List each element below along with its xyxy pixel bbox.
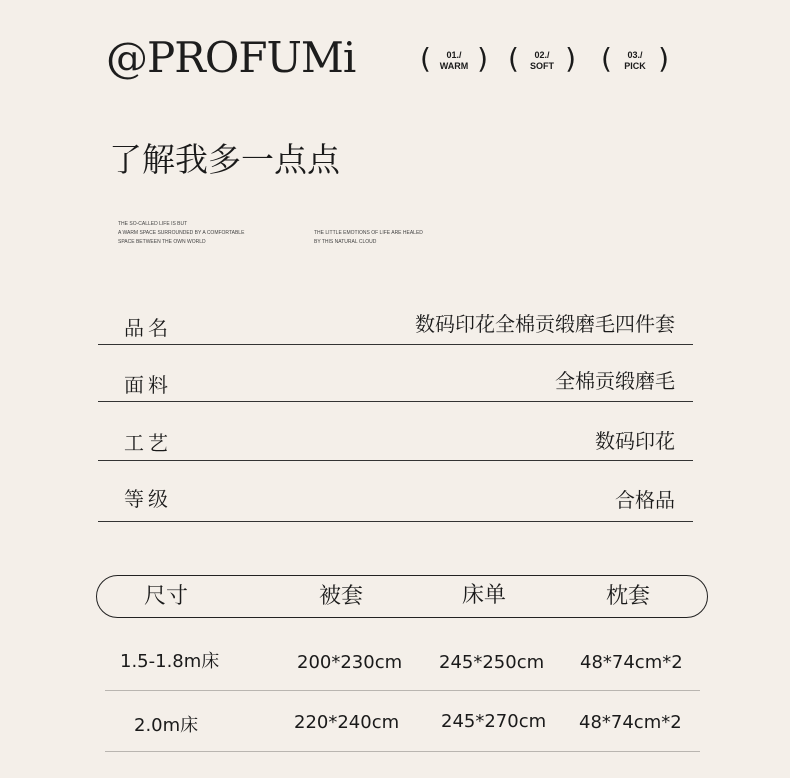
brand-logo: @PROFUMi bbox=[106, 33, 356, 82]
spec-row-fabric bbox=[98, 356, 693, 402]
cell-size: 2.0m床 bbox=[134, 715, 199, 736]
spec-value: 数码印花全棉贡缎磨毛四件套 bbox=[415, 312, 675, 336]
spec-value: 合格品 bbox=[615, 488, 675, 512]
size-table-header bbox=[96, 575, 708, 618]
spec-label: 等级 bbox=[124, 487, 172, 511]
cell-size: 1.5-1.8m床 bbox=[120, 651, 220, 672]
quote-right: THE LITTLE EMOTIONS OF LIFE ARE HEALED BY THIS NATURAL CLOUD bbox=[314, 230, 423, 245]
tag-number: ( 01./ bbox=[446, 50, 462, 60]
cell-sheet: 245*270cm bbox=[441, 711, 547, 732]
cell-sheet: 245*250cm bbox=[439, 652, 545, 673]
page-title: 了解我多一点点 bbox=[109, 140, 340, 179]
cell-duvet: 200*230cm bbox=[297, 652, 403, 673]
spec-row-craft bbox=[98, 415, 693, 461]
header-bed-sheet: 床单 bbox=[462, 583, 507, 608]
tag-word: SOFT bbox=[530, 61, 554, 71]
tag-pick bbox=[601, 46, 669, 76]
spec-label: 品名 bbox=[124, 316, 172, 340]
tag-warm bbox=[420, 46, 488, 76]
spec-label: 面料 bbox=[124, 373, 172, 397]
tag-word: PICK bbox=[624, 61, 646, 71]
quote-left: THE SO-CALLED LIFE IS BUT A WARM SPACE SURROUNDED BY A COMFORTABLE SPACE BETWEEN THE OWN WORLD bbox=[118, 221, 245, 245]
tag-word: WARM bbox=[439, 61, 469, 71]
tag-number: ( 03./ bbox=[627, 50, 643, 60]
header-pillowcase: 枕套 bbox=[606, 584, 651, 609]
table-row bbox=[105, 691, 700, 752]
header-size: 尺寸 bbox=[144, 584, 189, 609]
spec-row-grade bbox=[98, 474, 693, 522]
spec-value: 数码印花 bbox=[595, 429, 675, 453]
header-duvet-cover: 被套 bbox=[319, 584, 364, 609]
tag-soft bbox=[508, 46, 576, 76]
tag-number: ( 02./ bbox=[534, 50, 550, 60]
spec-value: 全棉贡缎磨毛 bbox=[555, 369, 675, 393]
cell-duvet: 220*240cm bbox=[294, 712, 400, 733]
cell-pillow: 48*74cm*2 bbox=[579, 712, 682, 733]
spec-row-name bbox=[98, 300, 693, 345]
table-row bbox=[105, 634, 700, 691]
spec-label: 工艺 bbox=[124, 431, 172, 455]
cell-pillow: 48*74cm*2 bbox=[580, 652, 683, 673]
